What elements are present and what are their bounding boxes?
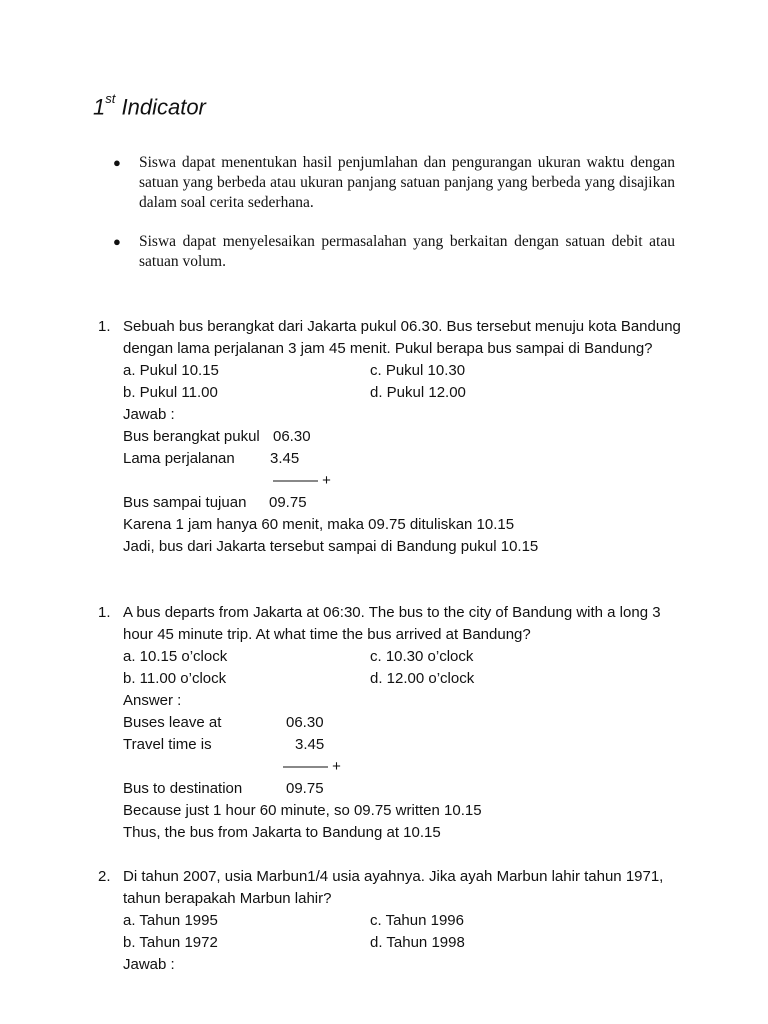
option-a: a. 10.15 o’clock <box>123 648 228 665</box>
sum-line: ——— + <box>273 472 331 489</box>
question-text: A bus departs from Jakarta at 06:30. The bus to the city of Bandung with a long 3 hour 45 minute trip. At what time the bus arrived at Bandung? <box>123 604 661 643</box>
indicator-item <box>113 232 675 272</box>
option-d: d. Tahun 1998 <box>370 934 465 951</box>
option-c: c. Pukul 10.30 <box>370 362 466 379</box>
calc-label: Bus berangkat pukul <box>123 428 260 445</box>
bullet-icon: ● <box>113 155 121 170</box>
calc-value: 09.75 <box>269 494 307 511</box>
page-heading <box>93 91 206 120</box>
question-block <box>98 316 688 558</box>
indicator-item <box>113 153 675 213</box>
answer-note: Karena 1 jam hanya 60 menit, maka 09.75 dituliskan 10.15 <box>123 516 515 533</box>
sum-line: ——— + <box>283 758 341 775</box>
heading-superscript: st <box>105 91 116 106</box>
question-text: Sebuah bus berangkat dari Jakarta pukul 06.30. Bus tersebut menuju kota Bandung dengan lama perjalanan 3 jam 45 menit. Pukul berapa bus sampai di Bandung? <box>123 318 681 357</box>
calc-label: Travel time is <box>123 736 212 753</box>
answer-note: Because just 1 hour 60 minute, so 09.75 written 10.15 <box>123 802 482 819</box>
indicator-text: Siswa dapat menentukan hasil penjumlahan dan pengurangan ukuran waktu dengan satuan yang berbeda atau ukuran panjang satuan panjang yang berbeda yang disajikan dalam soal cerita sederhana. <box>139 154 675 211</box>
calc-label: Bus sampai tujuan <box>123 494 247 511</box>
indicator-text: Siswa dapat menyelesaikan permasalahan yang berkaitan dengan satuan debit atau satuan volum. <box>139 233 675 270</box>
answer-label: Answer : <box>123 692 182 709</box>
heading-number: 1 <box>93 94 106 120</box>
question-block <box>98 602 688 844</box>
question-block <box>98 866 688 976</box>
calc-value: 06.30 <box>286 714 324 731</box>
answer-label: Jawab : <box>123 956 175 973</box>
calc-label: Buses leave at <box>123 714 222 731</box>
option-d: d. 12.00 o’clock <box>370 670 475 687</box>
heading-title: Indicator <box>121 94 206 120</box>
option-b: b. Tahun 1972 <box>123 934 218 951</box>
option-a: a. Pukul 10.15 <box>123 362 219 379</box>
question-text: Di tahun 2007, usia Marbun1/4 usia ayahnya. Jika ayah Marbun lahir tahun 1971, tahun berapakah Marbun lahir? <box>123 868 664 907</box>
calc-value: 06.30 <box>273 428 311 445</box>
answer-conclusion: Thus, the bus from Jakarta to Bandung at 10.15 <box>123 824 441 841</box>
option-c: c. 10.30 o’clock <box>370 648 474 665</box>
answer-conclusion: Jadi, bus dari Jakarta tersebut sampai di Bandung pukul 10.15 <box>123 538 539 555</box>
calc-value: 3.45 <box>295 736 325 753</box>
option-a: a. Tahun 1995 <box>123 912 218 929</box>
calc-value: 09.75 <box>286 780 324 797</box>
indicator-list <box>113 153 675 291</box>
answer-label: Jawab : <box>123 406 175 423</box>
calc-value: 3.45 <box>270 450 300 467</box>
bullet-icon: ● <box>113 234 121 249</box>
question-number: 1. <box>98 318 111 335</box>
calc-label: Lama perjalanan <box>123 450 235 467</box>
calc-label: Bus to destination <box>123 780 243 797</box>
option-c: c. Tahun 1996 <box>370 912 464 929</box>
question-number: 2. <box>98 868 111 885</box>
option-d: d. Pukul 12.00 <box>370 384 466 401</box>
option-b: b. Pukul 11.00 <box>123 384 218 401</box>
option-b: b. 11.00 o’clock <box>123 670 227 687</box>
question-number: 1. <box>98 604 111 621</box>
